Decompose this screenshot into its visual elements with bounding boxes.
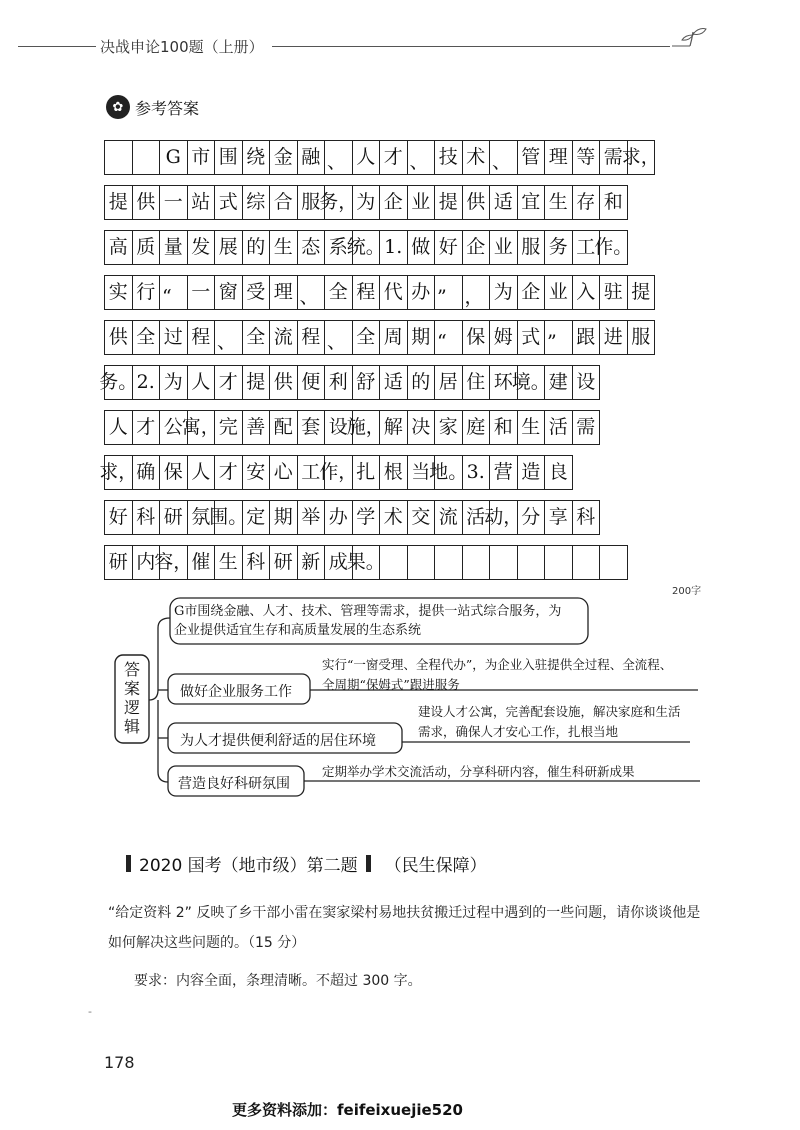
grid-cell: 理 — [545, 140, 573, 175]
grid-cell: 才 — [380, 140, 408, 175]
running-header-title: 决战申论100题（上册） — [100, 38, 264, 56]
grid-cell: 居 — [435, 365, 463, 400]
grid-cell: 适 — [490, 185, 518, 220]
grid-cell: 术 — [463, 140, 491, 175]
grid-cell: 等 — [573, 140, 601, 175]
grid-cell: 全 — [243, 320, 271, 355]
grid-cell: 绕 — [243, 140, 271, 175]
grid-cell: 融 — [298, 140, 326, 175]
question-body: “给定资料 2” 反映了乡干部小雷在窦家梁村易地扶贫搬迁过程中遇到的一些问题，请你谈谈他是如何解决这些问题的。（15 分） — [108, 905, 701, 951]
logic-title-char: 辑 — [123, 717, 140, 736]
grid-cell: 当 — [408, 455, 436, 490]
grid-cell: 式 — [518, 320, 546, 355]
grid-cell: 统。 — [353, 230, 381, 265]
grid-cell: 办 — [325, 500, 353, 535]
grid-cell: 动， — [490, 500, 518, 535]
grid-cell: 才 — [133, 410, 161, 445]
grid-cell: 务， — [325, 185, 353, 220]
grid-cell: 便 — [298, 365, 326, 400]
grid-cell: 办 — [408, 275, 436, 310]
grid-cell: 果。 — [353, 545, 381, 580]
grid-cell: 扎 — [353, 455, 381, 490]
grid-cell: 科 — [243, 545, 271, 580]
page-number: 178 — [104, 1053, 135, 1072]
grid-cell: 周 — [380, 320, 408, 355]
grid-cell: 、 — [325, 140, 353, 175]
grid-cell: 技 — [435, 140, 463, 175]
grid-cell: 保 — [160, 455, 188, 490]
connector-branch-3 — [158, 700, 168, 782]
grid-cell: 供 — [133, 185, 161, 220]
grid-cell: 定 — [243, 500, 271, 535]
grid-cell: 务。 — [105, 365, 133, 400]
grid-cell: 舒 — [353, 365, 381, 400]
grid-cell: 金 — [270, 140, 298, 175]
grid-cell: 解 — [380, 410, 408, 445]
grid-cell: 代 — [380, 275, 408, 310]
grid-cell: 活 — [463, 500, 491, 535]
grid-cell: 期 — [270, 500, 298, 535]
grid-cell: 式 — [215, 185, 243, 220]
grid-cell: 人 — [188, 455, 216, 490]
grid-cell: 营 — [490, 455, 518, 490]
branch-label-2: 为人才提供便利舒适的居住环境 — [180, 733, 376, 749]
grid-cell: 利 — [325, 365, 353, 400]
grid-cell: 的 — [243, 230, 271, 265]
grid-cell: 工 — [573, 230, 601, 265]
branch-detail-1: 实行“一窗受理、全程代办”，为企业入驻提供全过程、全流程、全周期“保姆式”跟进服务 — [322, 657, 673, 692]
grid-cell: 入 — [573, 275, 601, 310]
grid-cell: 求， — [105, 455, 133, 490]
grid-cell: 供 — [105, 320, 133, 355]
grid-cell: 围 — [215, 140, 243, 175]
logic-diagram-title — [120, 660, 144, 736]
grid-cell: 2. — [133, 365, 161, 400]
grid-cell: 展 — [215, 230, 243, 265]
grid-cell: 、 — [408, 140, 436, 175]
grid-cell: 保 — [463, 320, 491, 355]
grid-cell: 受 — [243, 275, 271, 310]
grid-cell: 综 — [243, 185, 271, 220]
grid-cell: 成 — [325, 545, 353, 580]
grid-cell: 为 — [160, 365, 188, 400]
grid-cell: 供 — [270, 365, 298, 400]
grid-cell: 、 — [490, 140, 518, 175]
grid-cell: 活 — [545, 410, 573, 445]
grid-cell: 科 — [573, 500, 601, 535]
grid-cell: 服 — [518, 230, 546, 265]
grid-cell: 的 — [408, 365, 436, 400]
question-title: 2020 国考（地市级）第二题 — [139, 856, 358, 876]
grid-cell: 程 — [353, 275, 381, 310]
answer-heading-label: 参考答案 — [135, 98, 200, 118]
grid-cell: 、 — [298, 275, 326, 310]
grid-cell: 1. — [380, 230, 408, 265]
grid-cell: 质 — [133, 230, 161, 265]
grid-cell: 善 — [243, 410, 271, 445]
grid-cell: 人 — [353, 140, 381, 175]
question-requirement: 要求：内容全面，条理清晰。不超过 300 字。 — [134, 973, 422, 989]
grid-cell: 生 — [270, 230, 298, 265]
grid-cell: 需 — [600, 140, 628, 175]
grid-cell: 分 — [518, 500, 546, 535]
question-heading — [126, 851, 487, 876]
grid-cell: 才 — [215, 455, 243, 490]
grid-cell: ” — [545, 320, 573, 355]
grid-cell: 享 — [545, 500, 573, 535]
grid-cell: 设 — [573, 365, 601, 400]
grid-cell: 高 — [105, 230, 133, 265]
grid-cell: 企 — [518, 275, 546, 310]
grid-cell: 提 — [105, 185, 133, 220]
grid-cell: 庭 — [463, 410, 491, 445]
grid-cell: 提 — [628, 275, 656, 310]
grid-cell: 做 — [408, 230, 436, 265]
logic-title-char: 案 — [123, 679, 140, 698]
grid-cell: 研 — [160, 500, 188, 535]
grid-cell: 企 — [380, 185, 408, 220]
margin-mark: - — [88, 1005, 92, 1018]
grid-cell: 作， — [325, 455, 353, 490]
grid-cell: G — [160, 140, 188, 175]
grid-cell: 根 — [380, 455, 408, 490]
char-count-label: 200字 — [672, 586, 702, 597]
answer-badge-icon: ✿ — [106, 95, 130, 119]
grid-cell: 生 — [545, 185, 573, 220]
grid-cell: 决 — [408, 410, 436, 445]
grid-cell: 完 — [215, 410, 243, 445]
grid-cell: 和 — [600, 185, 628, 220]
grid-cell: 系 — [325, 230, 353, 265]
grid-cell: 公 — [160, 410, 188, 445]
grid-cell: 人 — [188, 365, 216, 400]
grid-cell: 新 — [298, 545, 326, 580]
grid-cell: “ — [435, 320, 463, 355]
grid-cell: 人 — [105, 410, 133, 445]
grid-cell: 业 — [408, 185, 436, 220]
grid-cell: 设 — [325, 410, 353, 445]
grid-cell: 3. — [463, 455, 491, 490]
grid-cell: 家 — [435, 410, 463, 445]
grid-cell: 造 — [518, 455, 546, 490]
grid-cell: 流 — [270, 320, 298, 355]
heading-bar-right — [366, 855, 371, 872]
grid-cell: 好 — [105, 500, 133, 535]
grid-cell: 宜 — [518, 185, 546, 220]
grid-cell: 安 — [243, 455, 271, 490]
grid-cell: 环 — [490, 365, 518, 400]
grid-cell: 全 — [353, 320, 381, 355]
branch-label-1: 做好企业服务工作 — [180, 684, 292, 700]
grid-cell: 站 — [188, 185, 216, 220]
grid-cell: 工 — [298, 455, 326, 490]
grid-cell: 程 — [188, 320, 216, 355]
grid-cell: 企 — [463, 230, 491, 265]
grid-cell: 好 — [435, 230, 463, 265]
grid-cell: ” — [435, 275, 463, 310]
grid-cell: 一 — [160, 185, 188, 220]
grid-cell: 务 — [545, 230, 573, 265]
grid-cell: 实 — [105, 275, 133, 310]
grid-cell: 进 — [600, 320, 628, 355]
grid-cell: 举 — [298, 500, 326, 535]
grid-cell: 确 — [133, 455, 161, 490]
grid-cell: 地。 — [435, 455, 463, 490]
grid-cell: 为 — [353, 185, 381, 220]
grid-cell: 和 — [490, 410, 518, 445]
branch-detail-3: 定期举办学术交流活动，分享科研内容，催生科研新成果 — [322, 764, 635, 779]
grid-cell: 学 — [353, 500, 381, 535]
grid-cell: 提 — [243, 365, 271, 400]
grid-cell: 管 — [518, 140, 546, 175]
grid-cell: 行 — [133, 275, 161, 310]
grid-cell: 研 — [105, 545, 133, 580]
grid-cell: 服 — [628, 320, 656, 355]
grid-cell: 全 — [133, 320, 161, 355]
grid-cell: 求， — [628, 140, 656, 175]
grid-cell: 套 — [298, 410, 326, 445]
grid-cell: 流 — [435, 500, 463, 535]
grid-cell: 一 — [188, 275, 216, 310]
grid-cell: 业 — [490, 230, 518, 265]
footer-note: 更多资料添加：feifeixuejie520 — [232, 1101, 463, 1119]
grid-cell: 氛 — [188, 500, 216, 535]
grid-cell: 为 — [490, 275, 518, 310]
grid-cell: 生 — [215, 545, 243, 580]
grid-cell: 研 — [270, 545, 298, 580]
grid-cell: 合 — [270, 185, 298, 220]
grid-cell: 全 — [325, 275, 353, 310]
logic-title-char: 逻 — [123, 698, 140, 717]
grid-cell: 供 — [463, 185, 491, 220]
branch-label-3: 营造良好科研氛围 — [178, 776, 290, 792]
grid-cell: 服 — [298, 185, 326, 220]
branch-detail-2: 建设人才公寓，完善配套设施，解决家庭和生活需求，确保人才安心工作，扎根当地 — [418, 704, 681, 739]
grid-cell: 术 — [380, 500, 408, 535]
grid-cell: 境。 — [518, 365, 546, 400]
grid-cell: 理 — [270, 275, 298, 310]
grid-cell: 存 — [573, 185, 601, 220]
grid-cell: “ — [160, 275, 188, 310]
grid-cell: 程 — [298, 320, 326, 355]
grid-cell: 内 — [133, 545, 161, 580]
grid-cell: 良 — [545, 455, 573, 490]
grid-cell: 、 — [325, 320, 353, 355]
grid-cell: 配 — [270, 410, 298, 445]
logic-top-node: G市围绕金融、人才、技术、管理等需求，提供一站式综合服务，为企业提供适宜生存和高质量发展的生态系统 — [174, 604, 562, 638]
grid-cell: 生 — [518, 410, 546, 445]
grid-cell: 适 — [380, 365, 408, 400]
grid-cell: 量 — [160, 230, 188, 265]
grid-cell: 窗 — [215, 275, 243, 310]
grid-cell: 发 — [188, 230, 216, 265]
grid-cell: 寓， — [188, 410, 216, 445]
grid-cell: 作。 — [600, 230, 628, 265]
grid-cell: 市 — [188, 140, 216, 175]
heading-bar-left — [126, 855, 131, 872]
logic-title-char: 答 — [123, 660, 140, 679]
connector-top — [149, 618, 170, 700]
grid-cell: 提 — [435, 185, 463, 220]
grid-cell: 需 — [573, 410, 601, 445]
grid-cell: 建 — [545, 365, 573, 400]
grid-cell: 住 — [463, 365, 491, 400]
grid-cell: 跟 — [573, 320, 601, 355]
grid-cell: ， — [463, 275, 491, 310]
grid-cell: 才 — [215, 365, 243, 400]
grid-cell: 、 — [215, 320, 243, 355]
grid-cell: 围。 — [215, 500, 243, 535]
grid-cell: 容， — [160, 545, 188, 580]
grid-cell: 期 — [408, 320, 436, 355]
question-tag: （民生保障） — [384, 856, 487, 876]
grid-cell: 驻 — [600, 275, 628, 310]
grid-cell: 姆 — [490, 320, 518, 355]
grid-cell: 心 — [270, 455, 298, 490]
grid-cell: 施， — [353, 410, 381, 445]
grid-cell: 业 — [545, 275, 573, 310]
grid-cell: 科 — [133, 500, 161, 535]
grid-cell: 过 — [160, 320, 188, 355]
grid-cell: 催 — [188, 545, 216, 580]
grid-cell: 态 — [298, 230, 326, 265]
grid-cell: 交 — [408, 500, 436, 535]
